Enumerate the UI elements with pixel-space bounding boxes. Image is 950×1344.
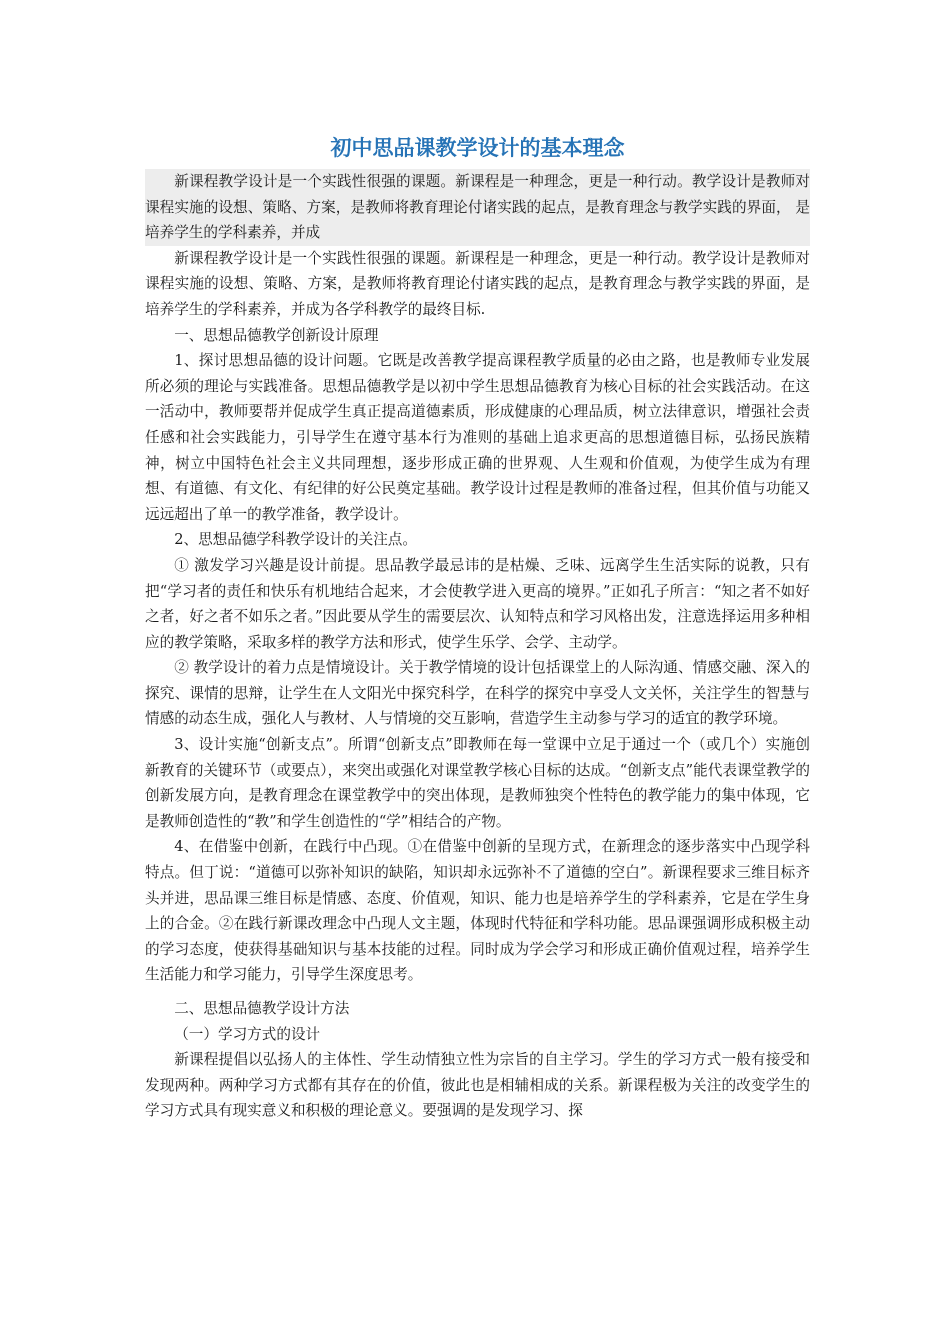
intro-paragraph: 新课程教学设计是一个实践性很强的课题。新课程是一种理念，更是一种行动。教学设计是教师对课程实施的设想、策略、方案，是教师将教育理论付诸实践的起点，是教育理念与教学实践的界面，是培养学生的学科素养，并成为各学科教学的最终目标. [145, 249, 810, 318]
section2-heading: 二、思想品德教学设计方法 [174, 1000, 350, 1017]
document-title: 初中思品课教学设计的基本理念 [330, 136, 625, 160]
paragraph-3: 3、设计实施“创新支点”。所谓“创新支点”即教师在每一堂课中立足于通过一个（或几个）实施创新教育的关键环节（或要点），来突出或强化对课堂教学核心目标的达成。“创新支点”能代表课堂教学的创新发展方向，是教育理念在课堂教学中的突出体现，是教师独突个性特色的教学能力的集中体现，它是教师创造性的“教”和学生创造性的“学”相结合的产物。 [145, 736, 810, 830]
paragraph-2-heading: 2、思想品德学科教学设计的关注点。 [174, 531, 417, 549]
intro-shaded-paragraph: 新课程教学设计是一个实践性很强的课题。新课程是一种理念，更是一种行动。教学设计是教师对课程实施的设想、策略、方案，是教师将教育理论付诸实践的起点，是教育理念与教学实践的界面， 是培养学生的学科素养，并成 [145, 169, 810, 246]
paragraph-4: 4、在借鉴中创新，在践行中凸现。①在借鉴中创新的呈现方式，在新理念的逐步落实中凸现学科特点。但丁说：“道德可以弥补知识的缺陷，知识却永远弥补不了道德的空白”。新课程要求三维目标齐头并进，思品课三维目标是情感、态度、价值观，知识、能力也是培养学生的学科素养，它是在学生身上的合金。②在践行新课改理念中凸现人文主题，体现时代特征和学科功能。思品课强调形成积极主动的学习态度，使获得基础知识与基本技能的过程。同时成为学会学习和形成正确价值观过程，培养学生生活能力和学习能力，引导学生深度思考。 [145, 838, 810, 984]
document-page [145, 133, 810, 1124]
paragraph-2a: ① 激发学习兴趣是设计前提。思品教学最忌讳的是枯燥、乏味、远离学生生活实际的说教，只有把“学习者的责任和快乐有机地结合起来，才会使教学进入更高的境界。”正如孔子所言：“知之者不如好之者，好之者不如乐之者。”因此要从学生的需要层次、认知特点和学习风格出发，注意选择运用多种相应的教学策略，采取多样的教学方法和形式，使学生乐学、会学、主动学。 [145, 556, 810, 651]
paragraph-5: 新课程提倡以弘扬人的主体性、学生动情独立性为宗旨的自主学习。学生的学习方式一般有接受和发现两种。两种学习方式都有其存在的价值，彼此也是相辅相成的关系。新课程极为关注的改变学生的学习方式具有现实意义和积极的理论意义。要强调的是发现学习、探 [145, 1051, 810, 1120]
spacer [145, 988, 810, 996]
subsection1-heading: （一）学习方式的设计 [174, 1025, 321, 1043]
paragraph-2b: ② 教学设计的着力点是情境设计。关于教学情境的设计包括课堂上的人际沟通、情感交融、深入的探究、课情的思辩，让学生在人文阳光中探究科学，在科学的探究中享受人文关怀，关注学生的智慧与情感的动态生成，强化人与教材、人与情境的交互影响，营造学生主动参与学习的适宜的教学环境。 [145, 659, 810, 728]
section1-heading: 一、思想品德教学创新设计原理 [174, 326, 379, 344]
paragraph-1: 1、探讨思想品德的设计问题。它既是改善教学提高课程教学质量的必由之路，也是教师专业发展所必须的理论与实践准备。思想品德教学是以初中学生思想品德教育为核心目标的社会实践活动。在这一活动中，教师要帮并促成学生真正提高道德素质，形成健康的心理品质，树立法律意识，增强社会责任感和社会实践能力，引导学生在遵守基本行为准则的基础上追求更高的思想道德目标，弘扬民族精神，树立中国特色社会主义共同理想，逐步形成正确的世界观、人生观和价值观，为使学生成为有理想、有道德、有文化、有纪律的好公民奠定基础。教学设计过程是教师的准备过程，但其价值与功能又远远超出了单一的教学准备，教学设计。 [145, 352, 810, 523]
